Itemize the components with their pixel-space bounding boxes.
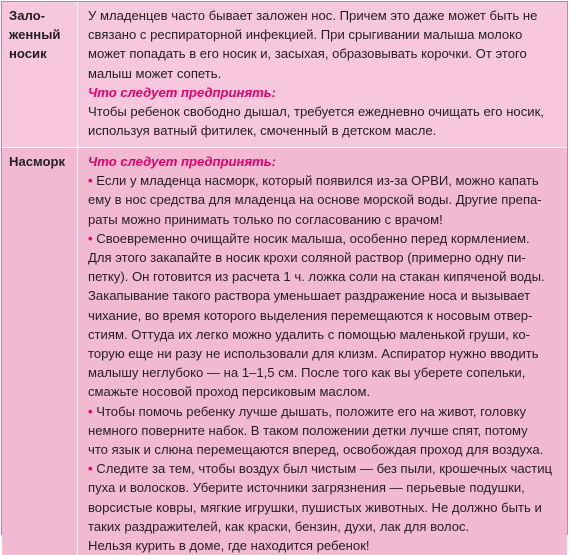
line-text: Чтобы помочь ребенку лучше дышать, положите его на живот, головку <box>96 403 527 419</box>
row-label-line: Насморк <box>9 154 66 169</box>
text-line <box>88 325 563 344</box>
text-line <box>88 421 563 440</box>
line-text: Нельзя курить в доме, где находится ребенок! <box>88 538 370 554</box>
text-line <box>88 478 563 497</box>
bullet-item-line <box>88 459 563 478</box>
text-line <box>88 382 563 401</box>
text-line: Чтобы ребенок свободно дышал, требуется ежедневно очищать его носик, <box>88 104 544 120</box>
row-label-line: женный <box>9 27 61 43</box>
text-line <box>88 248 563 267</box>
text-line: используя ватный фитилек, смоченный в детском масле. <box>88 123 437 139</box>
row-label-line: Зало- <box>9 8 45 23</box>
row-label-line: носик <box>9 46 47 62</box>
text-line <box>88 536 563 555</box>
line-text: Для этого закапайте в носик крохи соляной раствор (примерно одну пи- <box>88 250 526 266</box>
line-text: петку). Он готовится из расчета 1 ч. ложка соли на стакан кипяченой воды. <box>88 269 545 285</box>
line-text: ему в нос средства для младенца на основе морской воды. Другие препа- <box>88 192 542 208</box>
text-line <box>88 267 563 286</box>
text-line <box>88 363 563 382</box>
line-text: чихание, во время которого выделения перемещаются к носовым отвер- <box>88 307 533 323</box>
row-label-stuffy-nose <box>2 2 78 148</box>
row-label-runny-nose <box>2 148 78 555</box>
text-line <box>88 344 563 363</box>
line-text: что язык и слюна перемещаются вперед, освобождая проход для воздуха. <box>88 442 544 458</box>
text-line: может попадать в его носик и, засыхая, образовывать корочки. От этого <box>88 46 527 62</box>
bullet-icon: • <box>88 403 97 419</box>
line-text: таких раздражителей, как краски, бензин, духи, лак для волос. <box>88 518 470 534</box>
bullet-icon: • <box>88 173 97 189</box>
bullet-item-line <box>88 229 563 248</box>
line-text: Закапывание такого раствора уменьшает раздражение носа и вызывает <box>88 288 531 304</box>
text-line <box>88 517 563 536</box>
text-line <box>88 440 563 459</box>
text-line: малыш может сопеть. <box>88 65 222 81</box>
row-content-runny-nose <box>78 148 567 555</box>
bullet-icon: • <box>88 230 97 246</box>
subheading: Что следует предпринять: <box>88 84 276 100</box>
line-text: раты можно принимать только по согласованию с врачом! <box>88 211 443 227</box>
line-text: Своевременно очищайте носик малыша, особенно перед кормлением. <box>96 230 530 246</box>
text-line <box>88 306 563 325</box>
row-content-stuffy-nose <box>78 2 567 148</box>
text-line: связано с респираторной инфекцией. При срыгивании малыша молоко <box>88 27 523 43</box>
bullet-icon: • <box>88 461 97 477</box>
line-text: смажьте носовой проход персиковым маслом. <box>88 384 371 400</box>
line-text: малышу неглубоко — на 1–1,5 см. После того как вы уберете сопельки, <box>88 365 526 381</box>
bullet-item-line <box>88 402 563 421</box>
text-line <box>88 286 563 305</box>
subheading: Что следует предпринять: <box>88 154 276 169</box>
line-text: пуха и волосков. Уберите источники загрязнения — перьевые подушки, <box>88 480 525 496</box>
line-text: Следите за тем, чтобы воздух был чистым — без пыли, крошечных частиц <box>96 461 553 477</box>
text-line: У младенцев часто бывает заложен нос. Причем это даже может быть не <box>88 8 538 23</box>
info-table <box>1 1 568 554</box>
text-line <box>88 498 563 517</box>
line-text: торую еще ни разу не использовали для клизм. Аспиратор нужно вводить <box>88 346 539 362</box>
line-text: стиям. Оттуда их легко можно удалить с помощью маленькой груши, ко- <box>88 326 531 342</box>
bullet-item-line <box>88 171 563 190</box>
text-line <box>88 190 563 209</box>
line-text: немного поверните набок. В таком положении детки лучше спят, потому <box>88 422 528 438</box>
text-line <box>88 210 563 229</box>
line-text: Если у младенца насморк, который появился из-за ОРВИ, можно капать <box>96 173 539 189</box>
line-text: ворсистые ковры, мягкие игрушки, пушистых животных. Не должно быть и <box>88 499 542 515</box>
